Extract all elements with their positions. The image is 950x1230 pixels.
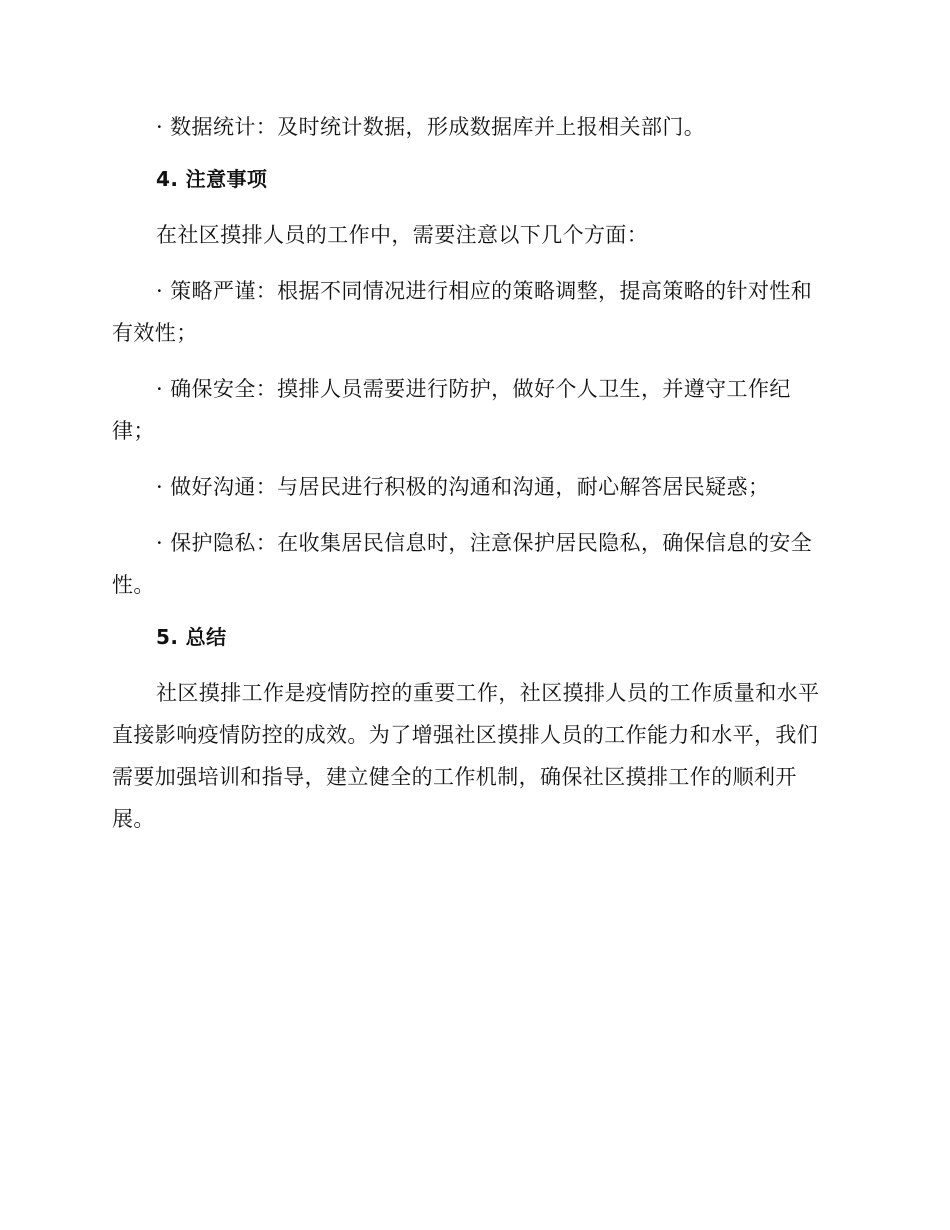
section-heading-summary: 5. 总结 [156,625,227,649]
bullet-communication: · 做好沟通：与居民进行积极的沟通和沟通，耐心解答居民疑惑； [156,475,770,499]
document-body [112,106,832,840]
precautions-intro: 在社区摸排人员的工作中，需要注意以下几个方面： [156,223,649,247]
bullet-data-statistics: · 数据统计：及时统计数据，形成数据库并上报相关部门。 [156,115,706,139]
summary-paragraph: 社区摸排工作是疫情防控的重要工作，社区摸排人员的工作质量和水平直接影响疫情防控的成效。为了增强社区摸排人员的工作能力和水平，我们需要加强培训和指导，建立健全的工作机制，确保社区摸排工作的顺利开展。 [112,681,820,831]
bullet-privacy: · 保护隐私：在收集居民信息时，注意保护居民隐私，确保信息的安全性。 [112,531,813,597]
bullet-safety: · 确保安全：摸排人员需要进行防护，做好个人卫生，并遵守工作纪律； [112,377,791,443]
section-heading-precautions: 4. 注意事项 [156,167,268,191]
bullet-strategy: · 策略严谨：根据不同情况进行相应的策略调整，提高策略的针对性和有效性； [112,279,813,345]
